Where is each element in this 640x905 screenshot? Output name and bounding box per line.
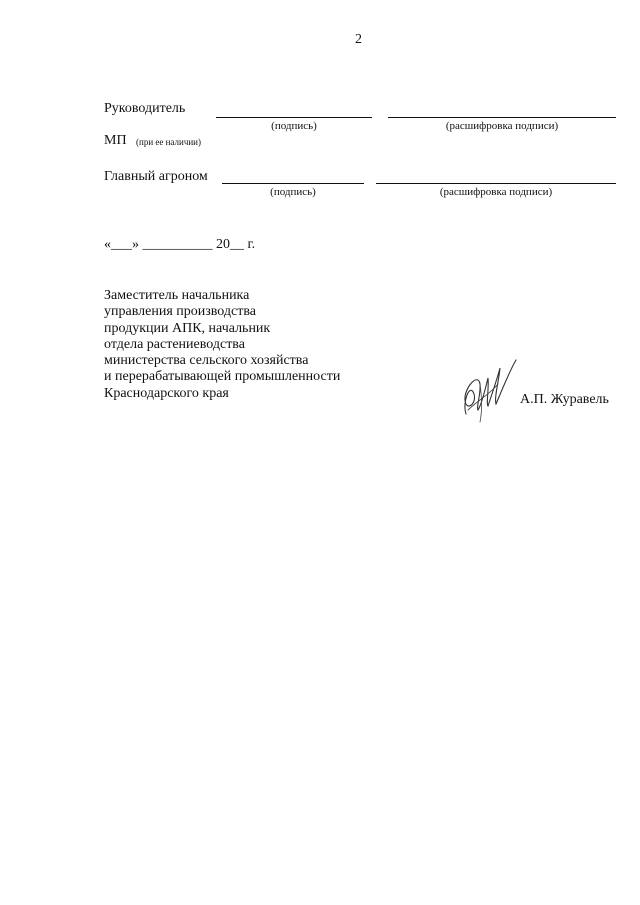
stamp-label: МП — [104, 133, 127, 148]
agronomist-decoding-line — [376, 183, 616, 184]
position-line: отдела растениеводства — [104, 336, 245, 352]
agronomist-signature-line — [222, 183, 364, 184]
stamp-note: (при ее наличии) — [136, 137, 201, 147]
official-position — [104, 288, 340, 402]
official-name: А.П. Журавель — [520, 392, 609, 407]
manager-signature-line — [216, 117, 372, 118]
agronomist-decoding-caption: (расшифровка подписи) — [439, 186, 553, 198]
position-line: продукции АПК, начальник — [104, 320, 271, 336]
manager-decoding-line — [388, 117, 616, 118]
position-line: министерства сельского хозяйства — [104, 353, 309, 369]
manager-signature-caption: (подпись) — [271, 120, 317, 132]
position-line: управления производства — [104, 304, 256, 320]
agronomist-signature-caption: (подпись) — [270, 186, 316, 198]
page-number: 2 — [355, 32, 362, 47]
position-line: Краснодарского края — [104, 385, 229, 401]
position-line: и перерабатывающей промышленности — [104, 369, 341, 385]
date-line: «___» __________ 20__ г. — [104, 237, 256, 252]
agronomist-label: Главный агроном — [104, 169, 208, 184]
manager-decoding-caption: (расшифровка подписи) — [445, 120, 559, 132]
handwritten-signature — [458, 354, 522, 424]
position-line: Заместитель начальника — [104, 288, 250, 303]
manager-label: Руководитель — [104, 101, 186, 116]
